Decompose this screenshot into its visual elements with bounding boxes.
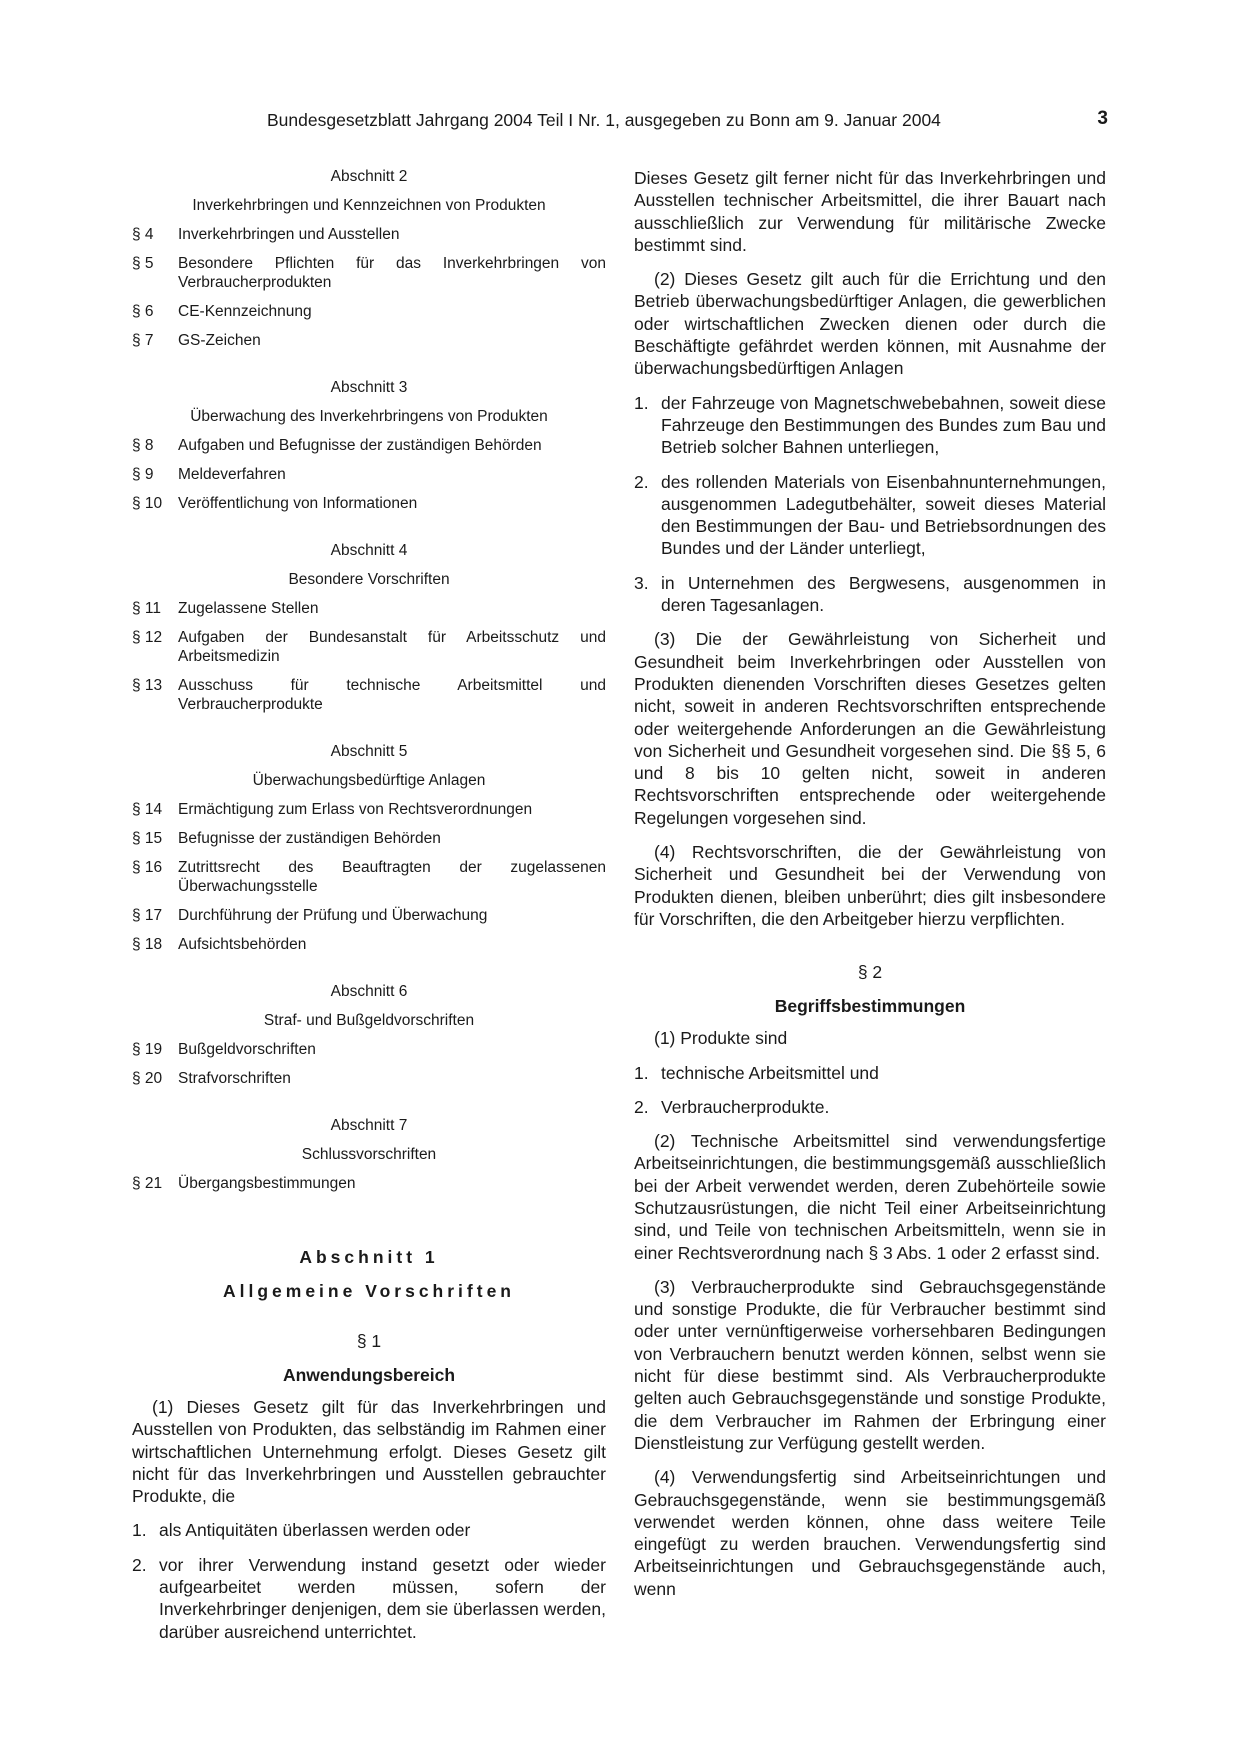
toc-entry-text: Aufgaben und Befugnisse der zuständigen Behörden <box>178 437 542 454</box>
toc-abschnitt-title: Überwachungsbedürftige Anlagen <box>252 772 486 789</box>
toc-entry-number: § 19 <box>132 1041 163 1058</box>
toc-abschnitt-label: Abschnitt 4 <box>330 542 408 559</box>
gazette-title: Bundesgesetzblatt Jahrgang 2004 Teil I Nr. 1, ausgegeben zu Bonn am 9. Januar 2004 <box>267 110 941 130</box>
page-header <box>130 110 1108 136</box>
toc-entry-number: § 14 <box>132 801 163 818</box>
left-column <box>132 167 606 1655</box>
toc-entry <box>132 599 606 618</box>
toc-entry-number: § 18 <box>132 936 163 953</box>
toc-entry-text: Bußgeldvorschriften <box>178 1041 316 1058</box>
toc-entry-text: Übergangsbestimmungen <box>178 1175 356 1192</box>
toc-entry-number: § 8 <box>132 437 154 454</box>
toc-entry-number: § 12 <box>132 629 163 646</box>
list-item <box>132 1554 606 1643</box>
list-item-text: in Unternehmen des Bergwesens, ausgenommen in deren Tagesanlagen. <box>661 572 1106 616</box>
toc-entry-text: Strafvorschriften <box>178 1070 291 1087</box>
toc-abschnitt-label: Abschnitt 3 <box>330 379 408 396</box>
toc-entry-text: Ermächtigung zum Erlass von Rechtsverordnungen <box>178 801 533 818</box>
toc-entry-text: CE-Kennzeichnung <box>178 303 312 320</box>
toc-entry-number: § 7 <box>132 332 154 349</box>
toc-entry <box>132 676 606 714</box>
paragraph-1-section-1-continued: Dieses Gesetz gilt ferner nicht für das Inverkehrbringen und Ausstellen technischer Arbeitsmittel, die ihrer Bauart nach ausschließlich zur Verwendung für militärische Zwecke bestimmt sind. <box>634 168 1106 255</box>
toc-entry-number: § 5 <box>132 255 154 272</box>
paragraph-2-heading: Begriffsbestimmungen <box>774 996 966 1017</box>
toc-abschnitt-label: Abschnitt 6 <box>330 983 408 1000</box>
paragraph-1-list-1 <box>132 1519 606 1642</box>
list-item-number: 3. <box>634 572 649 593</box>
list-item <box>634 392 1106 459</box>
paragraph-2-section-1: (1) Produkte sind <box>654 1028 788 1049</box>
list-item <box>132 1519 606 1541</box>
abschnitt-1-subtitle: Allgemeine Vorschriften <box>222 1281 515 1301</box>
toc-entry-text: Zutrittsrecht des Beauftragten der zugelassenen Überwachungsstelle <box>178 859 606 895</box>
toc-entry-text: Besondere Pflichten für das Inverkehrbringen von Verbraucherprodukten <box>178 255 606 291</box>
list-item-text: der Fahrzeuge von Magnetschwebebahnen, soweit diese Fahrzeuge den Bestimmungen des Bundes zum Bau und Betrieb solcher Bahnen unterliegen, <box>661 392 1106 458</box>
toc-abschnitt-title: Besondere Vorschriften <box>288 571 450 588</box>
page-number: 3 <box>1097 108 1108 129</box>
paragraph-2-section-2: (2) Technische Arbeitsmittel sind verwendungsfertige Arbeitseinrichtungen, die bestimmungsgemäß ausschließlich bei der Arbeit verwendet werden, deren Zubehörteile sowie Schutzausrüstungen, die nicht Teil einer Arbeitseinrichtung sind, und Teile von technischen Arbeitsmitteln, wenn sie in einer Rechtsverordnung nach § 3 Abs. 1 oder 2 erfasst sind. <box>634 1131 1106 1263</box>
toc-entry-text: Zugelassene Stellen <box>178 600 319 617</box>
toc-entry-text: Veröffentlichung von Informationen <box>178 495 418 512</box>
paragraph-2-section-3: (3) Verbraucherprodukte sind Gebrauchsgegenstände und sonstige Produkte, die für Verbraucher bestimmt sind oder unter vernünftigerweise vorhersehbaren Bedingungen von Verbrauchern benutzt werden können, selbst wenn sie nicht für diese bestimmt sind. Als Verbraucherprodukte gelten auch Gebrauchsgegenstände und sonstige Produkte, die dem Verbraucher im Rahmen der Erbringung einer Dienstleistung zur Verfügung gestellt werden. <box>634 1276 1106 1453</box>
toc-entry-number: § 13 <box>132 677 163 694</box>
list-item-text: technische Arbeitsmittel und <box>661 1062 879 1083</box>
toc-entry-text: Ausschuss für technische Arbeitsmittel und Verbraucherprodukte <box>178 677 606 713</box>
toc-abschnitt-title: Inverkehrbringen und Kennzeichnen von Produkten <box>192 197 546 214</box>
toc-entry <box>132 1040 606 1059</box>
list-item-text: vor ihrer Verwendung instand gesetzt oder wieder aufgearbeitet werden müssen, sofern der Inverkehrbringer denjenigen, dem sie überlassen werden, darüber ausreichend unterrichtet. <box>159 1554 606 1642</box>
toc-entry <box>132 628 606 666</box>
paragraph-1-section-1: (1) Dieses Gesetz gilt für das Inverkehrbringen und Ausstellen von Produkten, das selbständig im Rahmen einer wirtschaftlichen Unternehmung erfolgt. Dieses Gesetz gilt nicht für das Inverkehrbringen und Ausstellen gebrauchter Produkte, die <box>132 1397 606 1507</box>
toc-entry-number: § 21 <box>132 1175 163 1192</box>
toc-entry <box>132 1069 606 1088</box>
toc-entry <box>132 494 606 513</box>
toc-entry-number: § 15 <box>132 830 163 847</box>
list-item-text: des rollenden Materials von Eisenbahnunternehmungen, ausgenommen Ladegutbehälter, soweit dieses Material den Bestimmungen der Bau- und Betriebsordnungen des Bundes und der Länder unterliegt, <box>661 471 1106 559</box>
toc-entry <box>132 800 606 819</box>
toc-entry <box>132 465 606 484</box>
toc-entry-number: § 11 <box>132 600 162 617</box>
list-item <box>634 572 1106 617</box>
abschnitt-1-title: Abschnitt 1 <box>299 1247 439 1267</box>
toc-entry <box>132 254 606 292</box>
list-item <box>634 471 1106 560</box>
list-item-text: als Antiquitäten überlassen werden oder <box>159 1520 471 1541</box>
toc-entry-text: Aufgaben der Bundesanstalt für Arbeitsschutz und Arbeitsmedizin <box>178 629 606 665</box>
toc-entry-text: Befugnisse der zuständigen Behörden <box>178 830 441 847</box>
list-item <box>634 1096 1106 1118</box>
toc-entry-text: GS-Zeichen <box>178 332 261 349</box>
toc-entry-text: Aufsichtsbehörden <box>178 936 307 953</box>
toc-abschnitt-label: Abschnitt 7 <box>330 1117 408 1134</box>
toc-abschnitt-label: Abschnitt 5 <box>330 743 408 760</box>
toc-abschnitt-title: Überwachung des Inverkehrbringens von Produkten <box>190 408 548 425</box>
toc-entry <box>132 331 606 350</box>
table-of-contents <box>132 167 606 1193</box>
paragraph-2-number: § 2 <box>857 962 883 983</box>
list-item-text: Verbraucherprodukte. <box>661 1096 830 1117</box>
list-item-number: 1. <box>132 1520 147 1541</box>
toc-entry-number: § 20 <box>132 1070 163 1087</box>
toc-entry <box>132 1174 606 1193</box>
toc-entry <box>132 858 606 896</box>
toc-abschnitt-title: Straf- und Bußgeldvorschriften <box>263 1012 475 1029</box>
toc-entry <box>132 935 606 954</box>
toc-entry <box>132 906 606 925</box>
toc-entry-number: § 6 <box>132 303 154 320</box>
toc-entry-number: § 16 <box>132 859 163 876</box>
toc-entry-number: § 4 <box>132 226 154 243</box>
toc-entry-text: Inverkehrbringen und Ausstellen <box>178 226 400 243</box>
list-item <box>634 1062 1106 1084</box>
toc-entry-text: Durchführung der Prüfung und Überwachung <box>178 907 488 924</box>
paragraph-1-section-4: (4) Rechtsvorschriften, die der Gewährleistung von Sicherheit und Gesundheit bei der Verwendung von Produkten dienen, bleiben unberührt; dies gilt insbesondere für Vorschriften, die den Arbeitgeber hierzu verpflichten. <box>634 842 1106 929</box>
toc-entry <box>132 302 606 321</box>
toc-abschnitt-label: Abschnitt 2 <box>330 168 408 185</box>
toc-entry-number: § 17 <box>132 907 163 924</box>
paragraph-1-heading: Anwendungsbereich <box>282 1365 456 1385</box>
toc-entry <box>132 436 606 455</box>
paragraph-1-number: § 1 <box>356 1331 382 1351</box>
toc-entry-number: § 10 <box>132 495 163 512</box>
paragraph-1-section-2: (2) Dieses Gesetz gilt auch für die Errichtung und den Betrieb überwachungsbedürftiger Anlagen, die gewerblichen oder wirtschaftlichen Zwecken dienen oder durch die Beschäftigte gefährdet werden können, mit Ausnahme der überwachungsbedürftigen Anlagen <box>634 269 1106 379</box>
paragraph-1-section-3: (3) Die der Gewährleistung von Sicherheit und Gesundheit beim Inverkehrbringen oder Ausstellen von Produkten dienenden Vorschriften dieses Gesetzes gelten nicht, soweit in anderen Rechtsvorschriften entsprechende oder weitergehende Anforderungen an die Gewährleistung von Sicherheit und Gesundheit vorgesehen sind. Die §§ 5, 6 und 8 bis 10 gelten nicht, soweit in anderen Rechtsvorschriften entsprechende oder weitergehende Regelungen vorgesehen sind. <box>634 629 1106 828</box>
toc-abschnitt-title: Schlussvorschriften <box>301 1146 437 1163</box>
list-item-number: 2. <box>634 471 649 492</box>
toc-entry <box>132 829 606 848</box>
toc-entry-number: § 9 <box>132 466 154 483</box>
list-item-number: 1. <box>634 392 649 413</box>
paragraph-2-list-1 <box>634 1062 1106 1119</box>
right-column <box>634 167 1106 1612</box>
list-item-number: 2. <box>634 1096 649 1117</box>
toc-entry-text: Meldeverfahren <box>178 466 286 483</box>
list-item-number: 2. <box>132 1554 147 1575</box>
list-item-number: 1. <box>634 1062 649 1083</box>
paragraph-1-list-2 <box>634 392 1106 617</box>
toc-entry <box>132 225 606 244</box>
paragraph-2-section-4: (4) Verwendungsfertig sind Arbeitseinrichtungen und Gebrauchsgegenstände, wenn sie bestimmungsgemäß verwendet werden können, ohne dass weitere Teile eingefügt zu werden brauchen. Verwendungsfertig sind Arbeitseinrichtungen und Gebrauchsgegenstände auch, wenn <box>634 1467 1106 1599</box>
